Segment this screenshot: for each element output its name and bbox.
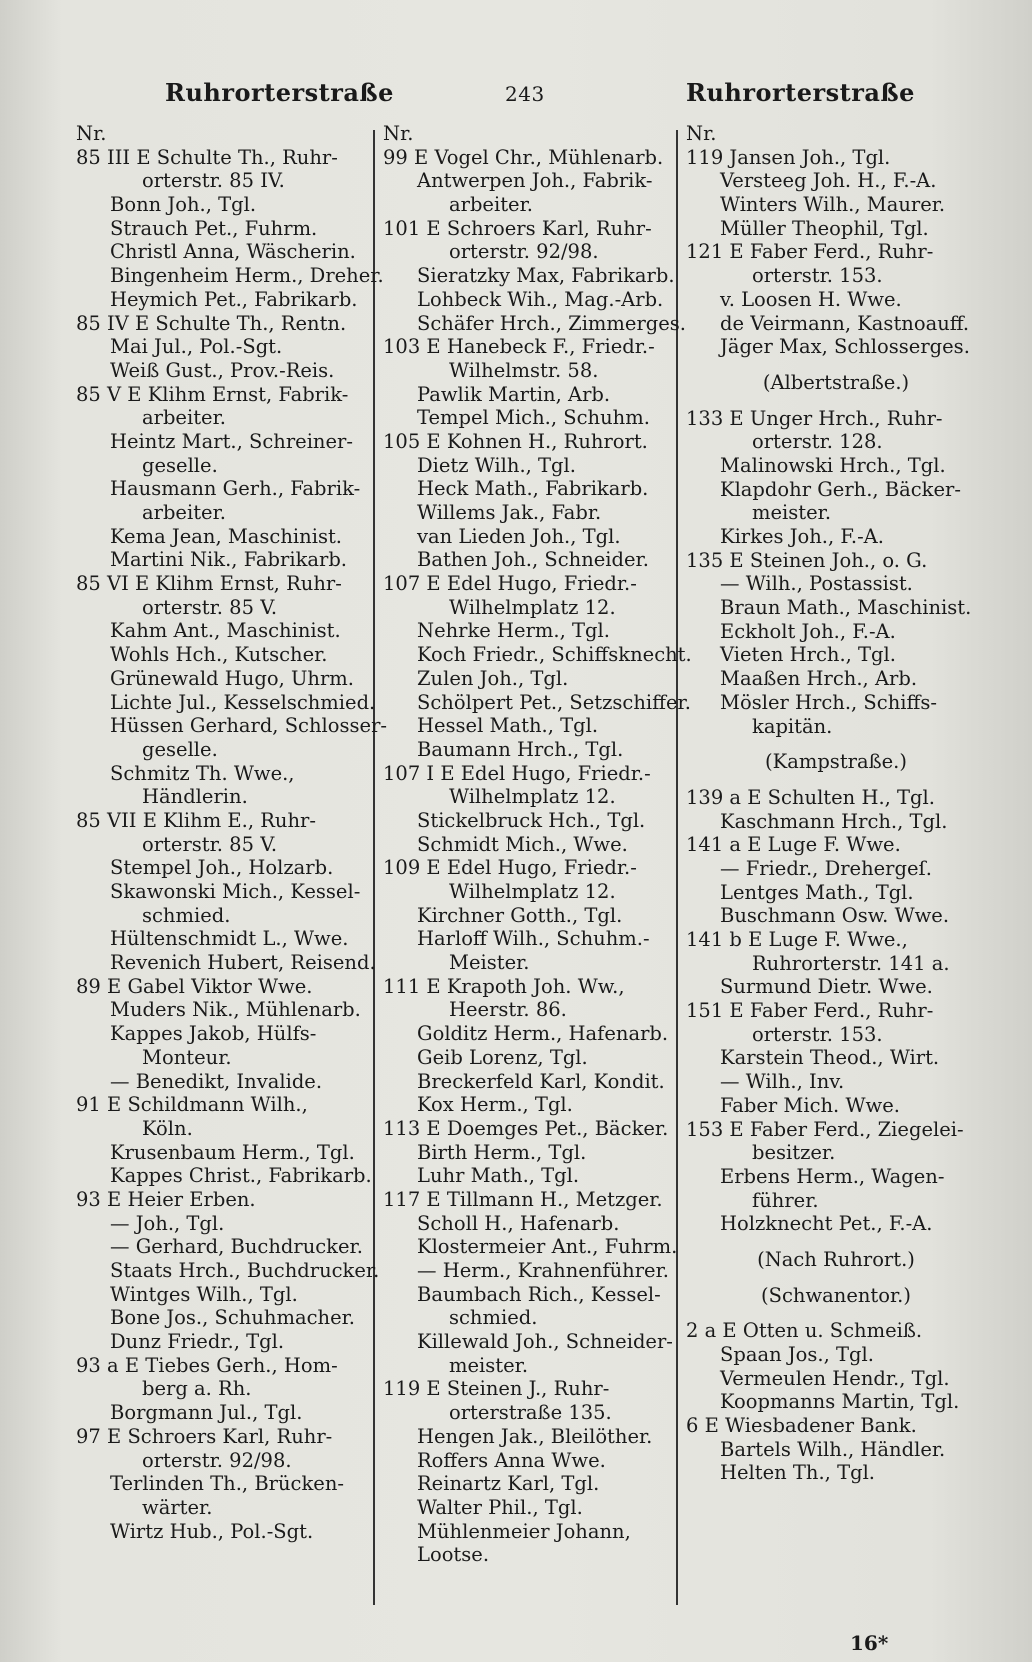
directory-entry: Kirchner Gotth., Tgl. bbox=[417, 903, 623, 927]
spacer bbox=[686, 359, 986, 371]
directory-entry: Schmitz Th. Wwe., bbox=[110, 761, 295, 785]
directory-entry: 93 a E Tiebes Gerh., Hom- bbox=[76, 1353, 338, 1377]
directory-entry: Revenich Hubert, Reisend. bbox=[110, 951, 376, 975]
directory-entry: Bonn Joh., Tgl. bbox=[110, 193, 257, 217]
directory-entry: — Wilh., Inv. bbox=[720, 1070, 845, 1094]
directory-entry: Lentges Math., Tgl. bbox=[720, 880, 914, 904]
directory-entry: Jäger Max, Schlosserges. bbox=[720, 335, 970, 359]
directory-entry: schmied. bbox=[449, 1306, 538, 1330]
directory-entry: Schölpert Pet., Setzschiffer. bbox=[417, 690, 691, 714]
directory-entry: 85 III E Schulte Th., Ruhr- bbox=[76, 145, 338, 169]
directory-entry: Hessel Math., Tgl. bbox=[417, 714, 599, 738]
directory-entry: Holzknecht Pet., F.-A. bbox=[720, 1212, 933, 1236]
directory-entry: orterstr. 85 IV. bbox=[142, 169, 285, 193]
directory-entry: Wintges Wilh., Tgl. bbox=[110, 1282, 298, 1306]
directory-entry: Muders Nik., Mühlenarb. bbox=[110, 998, 361, 1022]
directory-entry: Sieratzky Max, Fabrikarb. bbox=[417, 264, 675, 288]
directory-entry: wärter. bbox=[142, 1495, 213, 1519]
section-heading: (Nach Ruhrort.) bbox=[757, 1247, 915, 1271]
directory-entry: orterstr. 153. bbox=[752, 1022, 883, 1046]
directory-entry: Müller Theophil, Tgl. bbox=[720, 216, 929, 240]
directory-entry: Versteeg Joh. H., F.-A. bbox=[720, 169, 937, 193]
directory-entry: Bartels Wilh., Händler. bbox=[720, 1437, 946, 1461]
directory-entry: 141 a E Luge F. Wwe. bbox=[686, 833, 901, 857]
column-rule bbox=[373, 130, 375, 1605]
directory-entry: — Gerhard, Buchdrucker. bbox=[110, 1235, 363, 1259]
directory-entry: Vieten Hrch., Tgl. bbox=[720, 643, 896, 667]
directory-entry: Köln. bbox=[142, 1116, 193, 1140]
directory-entry: Wilhelmstr. 58. bbox=[449, 358, 599, 382]
directory-entry: geselle. bbox=[142, 737, 218, 761]
directory-entry: Helten Th., Tgl. bbox=[720, 1461, 876, 1485]
directory-entry: Heintz Mart., Schreiner- bbox=[110, 429, 353, 453]
directory-entry: orterstraße 135. bbox=[449, 1401, 612, 1425]
directory-entry: Faber Mich. Wwe. bbox=[720, 1093, 900, 1117]
directory-entry: 93 E Heier Erben. bbox=[76, 1187, 256, 1211]
directory-entry: arbeiter. bbox=[142, 501, 226, 524]
directory-entry: 113 E Doemges Pet., Bäcker. bbox=[383, 1116, 669, 1140]
directory-entry: Dietz Wilh., Tgl. bbox=[417, 453, 576, 477]
directory-entry: orterstr. 92/98. bbox=[449, 240, 599, 264]
directory-entry: Krusenbaum Herm., Tgl. bbox=[110, 1140, 355, 1164]
directory-entry: Staats Hrch., Buchdrucker. bbox=[110, 1259, 380, 1282]
directory-entry: Birth Herm., Tgl. bbox=[417, 1140, 587, 1164]
directory-entry: Dunz Friedr., Tgl. bbox=[110, 1330, 285, 1354]
directory-entry: Breckerfeld Karl, Kondit. bbox=[417, 1069, 665, 1093]
page-number: 243 bbox=[505, 82, 545, 106]
directory-entry: — Herm., Krahnenführer. bbox=[417, 1259, 669, 1282]
spacer bbox=[686, 774, 986, 786]
directory-entry: Bone Jos., Schuhmacher. bbox=[110, 1306, 355, 1330]
directory-entry: Wohls Hch., Kutscher. bbox=[110, 643, 328, 667]
column-1 bbox=[76, 122, 387, 1543]
directory-entry: Schäfer Hrch., Zimmerges. bbox=[417, 311, 687, 335]
directory-entry: Nr. bbox=[686, 122, 717, 145]
column-3 bbox=[686, 122, 986, 1485]
directory-entry: 153 E Faber Ferd., Ziegelei- bbox=[686, 1117, 964, 1141]
directory-entry: Nehrke Herm., Tgl. bbox=[417, 619, 610, 643]
directory-entry: Eckholt Joh., F.-A. bbox=[720, 619, 896, 643]
directory-entry: schmied. bbox=[142, 903, 231, 927]
directory-entry: 103 E Hanebeck F., Friedr.- bbox=[383, 335, 655, 359]
directory-entry: Tempel Mich., Schuhm. bbox=[417, 406, 650, 430]
section-heading: (Albertstraße.) bbox=[762, 370, 910, 394]
directory-entry: 99 E Vogel Chr., Mühlenarb. bbox=[383, 145, 664, 169]
running-head-left: Ruhrorterstraße bbox=[165, 78, 394, 107]
directory-entry: Buschmann Osw. Wwe. bbox=[720, 904, 950, 928]
directory-entry: Maaßen Hrch., Arb. bbox=[720, 667, 918, 691]
directory-entry: 105 E Kohnen H., Ruhrort. bbox=[383, 429, 648, 453]
directory-entry: Killewald Joh., Schneider- bbox=[417, 1330, 673, 1354]
directory-entry: 109 E Edel Hugo, Friedr.- bbox=[383, 856, 637, 880]
directory-entry: Kappes Jakob, Hülfs- bbox=[110, 1022, 317, 1046]
directory-entry: 91 E Schildmann Wilh., bbox=[76, 1093, 308, 1117]
directory-entry: Braun Math., Maschinist. bbox=[720, 596, 972, 620]
directory-entry: Wirtz Hub., Pol.-Sgt. bbox=[110, 1519, 314, 1543]
directory-entry: Weiß Gust., Prov.-Reis. bbox=[110, 358, 335, 382]
directory-entry: Malinowski Hrch., Tgl. bbox=[720, 453, 946, 477]
directory-entry: orterstr. 85 V. bbox=[142, 595, 278, 619]
directory-entry: Wilhelmplatz 12. bbox=[449, 785, 616, 809]
directory-entry: 121 E Faber Ferd., Ruhr- bbox=[686, 240, 934, 264]
directory-entry: Kema Jean, Maschinist. bbox=[110, 524, 342, 548]
directory-entry: 139 a E Schulten H., Tgl. bbox=[686, 785, 935, 809]
section-heading: (Schwanentor.) bbox=[761, 1283, 911, 1307]
directory-entry: Mühlenmeier Johann, bbox=[417, 1519, 631, 1543]
directory-entry: Pawlik Martin, Arb. bbox=[417, 382, 611, 406]
directory-entry: — Benedikt, Invalide. bbox=[110, 1069, 323, 1093]
directory-entry: Strauch Pet., Fuhrm. bbox=[110, 216, 318, 240]
directory-entry: Terlinden Th., Brücken- bbox=[110, 1472, 344, 1496]
directory-entry: Kox Herm., Tgl. bbox=[417, 1093, 573, 1117]
directory-entry: Lohbeck Wih., Mag.-Arb. bbox=[417, 287, 664, 311]
directory-entry: Mösler Hrch., Schiffs- bbox=[720, 690, 937, 714]
directory-entry: de Veirmann, Kastnoauff. bbox=[720, 311, 970, 335]
directory-entry: 111 E Krapoth Joh. Ww., bbox=[383, 974, 625, 998]
directory-entry: 119 Jansen Joh., Tgl. bbox=[686, 145, 891, 169]
directory-entry: Scholl H., Hafenarb. bbox=[417, 1211, 620, 1235]
directory-entry: 135 E Steinen Joh., o. G. bbox=[686, 548, 928, 572]
directory-entry: Hültenschmidt L., Wwe. bbox=[110, 927, 349, 951]
directory-entry: Stickelbruck Hch., Tgl. bbox=[417, 808, 646, 832]
directory-entry: 133 E Unger Hrch., Ruhr- bbox=[686, 406, 943, 430]
directory-entry: Hausmann Gerh., Fabrik- bbox=[110, 477, 361, 501]
spacer bbox=[686, 395, 986, 407]
directory-entry: orterstr. 92/98. bbox=[142, 1448, 292, 1472]
directory-entry: Grünewald Hugo, Uhrm. bbox=[110, 666, 354, 690]
directory-entry: 6 E Wiesbadener Bank. bbox=[686, 1414, 917, 1438]
directory-entry: Wilhelmplatz 12. bbox=[449, 880, 616, 903]
directory-entry: orterstr. 85 V. bbox=[142, 832, 278, 856]
directory-entry: Kaschmann Hrch., Tgl. bbox=[720, 809, 948, 833]
spacer bbox=[686, 1236, 986, 1248]
directory-entry: 85 V E Klihm Ernst, Fabrik- bbox=[76, 382, 349, 406]
column-rule bbox=[676, 130, 678, 1605]
directory-entry: 107 E Edel Hugo, Friedr.- bbox=[383, 572, 637, 596]
directory-entry: 89 E Gabel Viktor Wwe. bbox=[76, 974, 313, 998]
directory-entry: 119 E Steinen J., Ruhr- bbox=[383, 1377, 610, 1401]
directory-entry: orterstr. 128. bbox=[752, 430, 883, 454]
directory-entry: Hüssen Gerhard, Schlosser- bbox=[110, 714, 387, 738]
directory-entry: 2 a E Otten u. Schmeiß. bbox=[686, 1319, 923, 1343]
running-head-right: Ruhrorterstraße bbox=[686, 78, 915, 107]
directory-entry: berg a. Rh. bbox=[142, 1377, 252, 1401]
directory-entry: Bingenheim Herm., Dreher. bbox=[110, 264, 384, 288]
directory-entry: — Joh., Tgl. bbox=[110, 1211, 225, 1235]
directory-entry: Willems Jak., Fabr. bbox=[417, 501, 602, 524]
directory-entry: Christl Anna, Wäscherin. bbox=[110, 240, 356, 264]
directory-entry: 97 E Schroers Karl, Ruhr- bbox=[76, 1424, 333, 1448]
directory-entry: Nr. bbox=[383, 122, 414, 145]
directory-entry: 85 IV E Schulte Th., Rentn. bbox=[76, 311, 347, 335]
directory-entry: Heerstr. 86. bbox=[449, 998, 567, 1022]
directory-entry: van Lieden Joh., Tgl. bbox=[417, 524, 621, 548]
directory-entry: — Friedr., Drehergeſ. bbox=[720, 856, 932, 880]
directory-entry: führer. bbox=[752, 1188, 819, 1212]
directory-entry: Wilhelmplatz 12. bbox=[449, 595, 616, 619]
directory-entry: Klostermeier Ant., Fuhrm. bbox=[417, 1235, 678, 1259]
directory-entry: Händlerin. bbox=[142, 785, 248, 809]
directory-entry: Bathen Joh., Schneider. bbox=[417, 548, 649, 572]
directory-entry: 107 I E Edel Hugo, Friedr.- bbox=[383, 761, 651, 785]
directory-entry: Monteur. bbox=[142, 1045, 232, 1069]
directory-entry: Skawonski Mich., Kessel- bbox=[110, 880, 361, 903]
directory-entry: Luhr Math., Tgl. bbox=[417, 1164, 580, 1188]
directory-entry: orterstr. 153. bbox=[752, 264, 883, 288]
directory-entry: meister. bbox=[752, 501, 832, 525]
spacer bbox=[686, 738, 986, 750]
directory-entry: Heck Math., Fabrikarb. bbox=[417, 477, 649, 501]
directory-entry: Surmund Dietr. Wwe. bbox=[720, 975, 933, 999]
directory-entry: 141 b E Luge F. Wwe., bbox=[686, 928, 908, 951]
directory-entry: 85 VI E Klihm Ernst, Ruhr- bbox=[76, 572, 342, 596]
directory-entry: v. Loosen H. Wwe. bbox=[720, 287, 902, 311]
directory-entry: Heymich Pet., Fabrikarb. bbox=[110, 287, 358, 311]
directory-entry: 151 E Faber Ferd., Ruhr- bbox=[686, 999, 934, 1023]
directory-entry: Walter Phil., Tgl. bbox=[417, 1495, 583, 1519]
directory-entry: Vermeulen Hendr., Tgl. bbox=[720, 1366, 950, 1390]
directory-entry: Koopmanns Martin, Tgl. bbox=[720, 1390, 960, 1414]
directory-entry: geselle. bbox=[142, 453, 218, 477]
directory-entry: Klapdohr Gerh., Bäcker- bbox=[720, 477, 961, 501]
section-heading: (Kampstraße.) bbox=[765, 750, 907, 774]
directory-entry: 85 VII E Klihm E., Ruhr- bbox=[76, 808, 316, 832]
directory-entry: Roffers Anna Wwe. bbox=[417, 1448, 606, 1472]
directory-entry: kapitän. bbox=[752, 714, 833, 738]
directory-entry: Antwerpen Joh., Fabrik- bbox=[417, 169, 653, 193]
directory-entry: Zulen Joh., Tgl. bbox=[417, 666, 569, 690]
directory-entry: Golditz Herm., Hafenarb. bbox=[417, 1022, 669, 1046]
directory-entry: — Wilh., Postassist. bbox=[720, 572, 913, 596]
sheet-signature: 16* bbox=[850, 1631, 889, 1655]
directory-entry: besitzer. bbox=[752, 1141, 836, 1165]
directory-entry: Karstein Theod., Wirt. bbox=[720, 1046, 940, 1070]
directory-entry: Spaan Jos., Tgl. bbox=[720, 1343, 874, 1366]
directory-entry: Harloff Wilh., Schuhm.- bbox=[417, 927, 650, 951]
directory-entry: arbeiter. bbox=[142, 406, 226, 430]
directory-entry: Martini Nik., Fabrikarb. bbox=[110, 548, 348, 572]
spacer bbox=[686, 1307, 986, 1319]
directory-entry: Borgmann Jul., Tgl. bbox=[110, 1401, 303, 1425]
directory-entry: Lootse. bbox=[417, 1543, 490, 1567]
directory-entry: Ruhrorterstr. 141 a. bbox=[752, 951, 950, 975]
directory-entry: Reinartz Karl, Tgl. bbox=[417, 1472, 600, 1496]
directory-entry: Stempel Joh., Holzarb. bbox=[110, 856, 334, 880]
directory-entry: Kahm Ant., Maschinist. bbox=[110, 619, 341, 643]
directory-entry: Geib Lorenz, Tgl. bbox=[417, 1045, 588, 1069]
directory-entry: 101 E Schroers Karl, Ruhr- bbox=[383, 216, 652, 240]
directory-entry: arbeiter. bbox=[449, 193, 533, 217]
directory-entry: Mai Jul., Pol.-Sgt. bbox=[110, 335, 283, 359]
directory-entry: Baumann Hrch., Tgl. bbox=[417, 737, 624, 761]
directory-entry: Lichte Jul., Kesselschmied. bbox=[110, 690, 376, 714]
directory-entry: Hengen Jak., Bleilöther. bbox=[417, 1424, 653, 1448]
spacer bbox=[686, 1272, 986, 1284]
directory-entry: Kappes Christ., Fabrikarb. bbox=[110, 1164, 372, 1188]
column-2 bbox=[383, 122, 692, 1567]
directory-entry: Erbens Herm., Wagen- bbox=[720, 1164, 945, 1188]
directory-entry: Baumbach Rich., Kessel- bbox=[417, 1282, 661, 1306]
directory-entry: Meister. bbox=[449, 951, 530, 975]
directory-entry: Koch Friedr., Schiffsknecht. bbox=[417, 643, 692, 667]
directory-entry: Winters Wilh., Maurer. bbox=[720, 193, 946, 217]
directory-entry: meister. bbox=[449, 1353, 529, 1377]
directory-entry: Kirkes Joh., F.-A. bbox=[720, 525, 884, 548]
directory-entry: Nr. bbox=[76, 122, 107, 145]
directory-entry: Schmidt Mich., Wwe. bbox=[417, 832, 628, 856]
directory-entry: 117 E Tillmann H., Metzger. bbox=[383, 1187, 663, 1211]
